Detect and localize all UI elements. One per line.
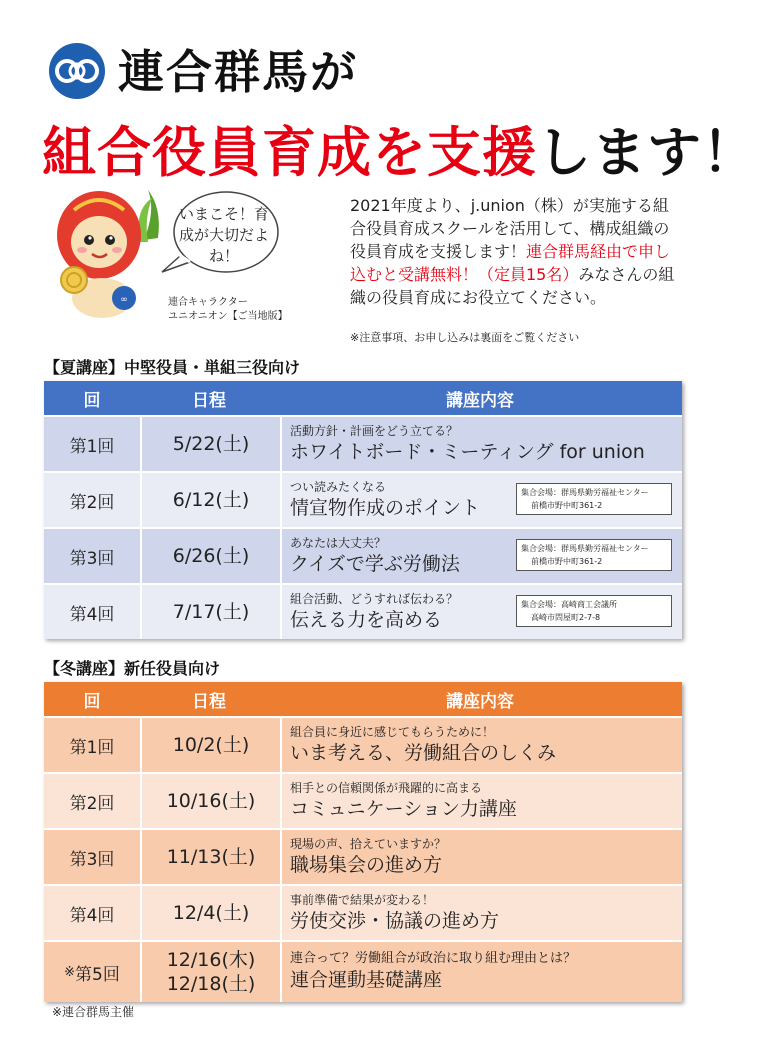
- col-header-no: 回: [83, 691, 101, 712]
- winter-section-title: 【冬講座】新任役員向け: [44, 659, 221, 678]
- session-title: 職場集会の進め方: [290, 854, 443, 876]
- session-date-1: 12/16(木): [166, 949, 256, 971]
- venue-name: 集合会場：群馬県勤労福祉センター: [521, 488, 649, 497]
- table-row: [44, 583, 682, 639]
- session-no: [44, 942, 142, 1002]
- svg-text:∞: ∞: [120, 295, 128, 305]
- venue-name: 集合会場：群馬県勤労福祉センター: [521, 544, 649, 553]
- rengo-logo-icon: [48, 42, 106, 100]
- session-date: 10/16(土): [142, 774, 282, 828]
- col-header-date: 日程: [192, 390, 226, 411]
- session-no: 第4回: [44, 585, 142, 639]
- table-row: [44, 415, 682, 471]
- mascot-illustration: [44, 180, 164, 320]
- table-row: [44, 828, 682, 884]
- venue-box: [516, 483, 672, 515]
- summer-section-title: 【夏講座】中堅役員・単組三役向け: [44, 358, 301, 377]
- headline: [42, 110, 757, 187]
- session-content: [282, 830, 682, 884]
- session-subtitle: 連合って？労働組合が政治に取り組む理由とは？: [290, 951, 577, 966]
- session-subtitle: 現場の声、拾えていますか？: [290, 837, 447, 851]
- venue-box: [516, 539, 672, 571]
- session-no-prefix: ※: [64, 964, 76, 980]
- footer-note: ※連合群馬主催: [52, 1005, 135, 1019]
- venue-name: 集合会場：高崎商工会議所: [521, 600, 617, 609]
- session-subtitle: 相手との信頼関係が飛躍的に高まる: [290, 781, 483, 795]
- session-title: 連合運動基礎講座: [290, 969, 443, 991]
- session-no: 第4回: [44, 886, 142, 940]
- venue-address: 高崎市問屋町2-7-8: [531, 613, 601, 622]
- col-header-date: 日程: [192, 691, 226, 712]
- character-caption: [168, 296, 288, 324]
- intro-text: [350, 194, 680, 309]
- session-content: [282, 774, 682, 828]
- intro-red: 連合群馬経由で申し込むと受講無料！（定員15名）: [350, 242, 671, 284]
- session-subtitle: 組合員に身近に感じてもらうために！: [290, 725, 495, 739]
- venue-box: [516, 595, 672, 627]
- intro-normal-2: みなさんの組織の役員育成にお役立てください。: [350, 265, 675, 307]
- table-row: [44, 527, 682, 583]
- session-no: 第3回: [44, 529, 142, 583]
- table-row: [44, 884, 682, 940]
- session-content: [282, 473, 682, 527]
- session-subtitle: つい読みたくなる: [290, 480, 387, 494]
- session-subtitle: あなたは大丈夫？: [290, 536, 387, 550]
- session-subtitle: 活動方針・計画をどう立てる？: [290, 424, 459, 438]
- session-content: [282, 718, 682, 772]
- session-no: 第2回: [44, 473, 142, 527]
- session-title: クイズで学ぶ労働法: [290, 553, 460, 575]
- table-row: [44, 772, 682, 828]
- session-no: 第3回: [44, 830, 142, 884]
- session-content: [282, 585, 682, 639]
- venue-address: 前橋市野中町361-2: [531, 557, 603, 566]
- col-header-content: 講座内容: [446, 691, 514, 712]
- session-title: 情宣物作成のポイント: [290, 497, 481, 519]
- summer-table: [44, 381, 682, 639]
- session-title: いま考える、労働組合のしくみ: [290, 742, 557, 764]
- session-content: [282, 942, 682, 1002]
- col-header-no: 回: [83, 390, 101, 411]
- session-no: 第1回: [44, 417, 142, 471]
- col-header-content: 講座内容: [446, 390, 514, 411]
- session-date: 10/2(土): [142, 718, 282, 772]
- intro-note: ※注意事項、お申し込みは裏面をご覧ください: [350, 331, 580, 344]
- session-date-2: 12/18(土): [166, 973, 256, 995]
- session-date: 5/22(土): [142, 417, 282, 471]
- session-date: 7/17(土): [142, 585, 282, 639]
- table-row: [44, 716, 682, 772]
- caption-line-1: 連合キャラクター: [168, 297, 248, 308]
- org-title: 連合群馬が: [118, 45, 358, 99]
- winter-header-row: [44, 682, 682, 716]
- session-no: 第2回: [44, 774, 142, 828]
- venue-address: 前橋市野中町361-2: [531, 501, 603, 510]
- table-row: [44, 471, 682, 527]
- headline-red: 組合役員育成を支援: [42, 121, 537, 184]
- winter-table: [44, 682, 682, 1002]
- session-date: 11/13(土): [142, 830, 282, 884]
- session-date: 6/26(土): [142, 529, 282, 583]
- session-subtitle: 事前準備で結果が変わる！: [290, 893, 435, 907]
- session-content: [282, 529, 682, 583]
- session-title: 伝える力を高める: [290, 609, 443, 631]
- session-content: [282, 417, 682, 471]
- table-row: [44, 940, 682, 1002]
- session-date: 6/12(土): [142, 473, 282, 527]
- bubble-text: いまこそ！育成が大切だよね！: [178, 205, 269, 265]
- session-no-label: 第5回: [75, 964, 120, 985]
- intro-normal-1: 2021年度より、j.union（株）が実施する組合役員育成スクールを活用して、構成組織の役員育成を支援します！: [350, 196, 670, 261]
- session-content: [282, 886, 682, 940]
- session-title: 労使交渉・協議の進め方: [290, 910, 500, 932]
- caption-line-2: ユニオニオン【ご当地版】: [168, 311, 288, 322]
- session-date: [142, 942, 282, 1002]
- session-date: 12/4(土): [142, 886, 282, 940]
- session-subtitle: 組合活動、どうすれば伝わる？: [290, 592, 459, 606]
- summer-header-row: [44, 381, 682, 415]
- session-title: ホワイトボード・ミーティング for union: [290, 441, 645, 463]
- session-no: 第1回: [44, 718, 142, 772]
- session-title: コミュニケーション力講座: [290, 798, 517, 820]
- headline-black: します！: [537, 121, 757, 184]
